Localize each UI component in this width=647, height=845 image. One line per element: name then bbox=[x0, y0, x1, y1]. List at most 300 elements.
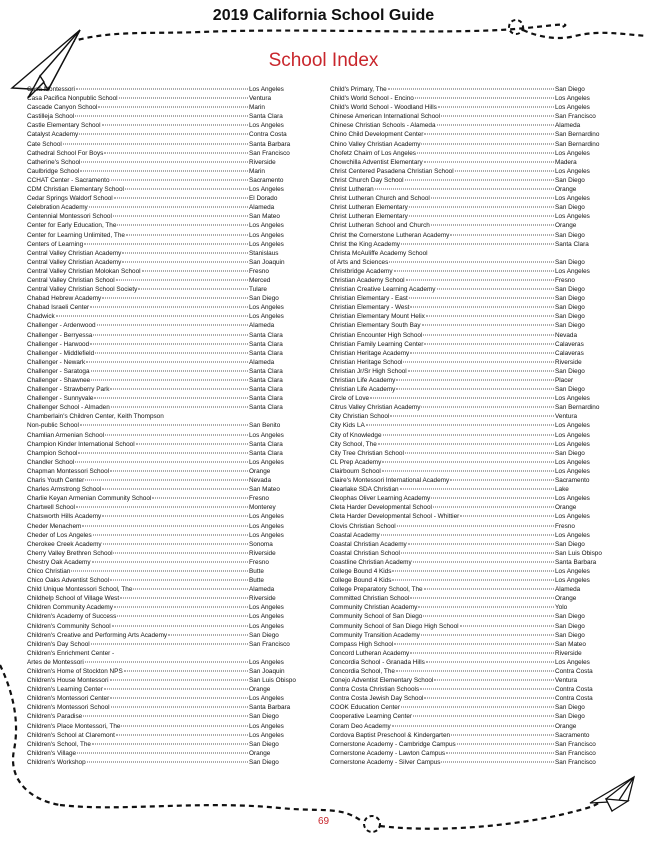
school-name: Chapman Montessori School bbox=[27, 467, 110, 475]
county-name: Los Angeles bbox=[555, 167, 590, 175]
county-name: Contra Costa bbox=[249, 131, 287, 139]
county-name: San Bernardino bbox=[555, 404, 600, 412]
dot-leader bbox=[394, 643, 554, 644]
dot-leader bbox=[413, 716, 554, 717]
school-name: Chamberlain's Children Center, Keith Thompson bbox=[27, 413, 164, 421]
index-entry bbox=[330, 103, 598, 112]
county-name: Santa Barbara bbox=[249, 140, 291, 148]
school-name: Casa Pacifica Nonpublic School bbox=[27, 95, 118, 103]
county-name: Los Angeles bbox=[555, 467, 590, 475]
school-name: College Bound 4 Kids bbox=[330, 577, 392, 585]
index-entry bbox=[330, 421, 598, 430]
school-name: Christian Heritage School bbox=[330, 358, 403, 366]
school-name: Childhelp School of Village West bbox=[27, 595, 120, 603]
dot-leader bbox=[431, 198, 554, 199]
dot-leader bbox=[93, 534, 248, 535]
county-name: San Diego bbox=[555, 367, 585, 375]
school-name: Coastline Christian Academy bbox=[330, 558, 412, 566]
dot-leader bbox=[113, 216, 248, 217]
county-name: Los Angeles bbox=[249, 431, 284, 439]
index-entry bbox=[330, 476, 598, 485]
school-name: Clovis Christian School bbox=[330, 522, 396, 530]
index-entry bbox=[27, 103, 292, 112]
county-name: San Francisco bbox=[555, 758, 596, 766]
dot-leader bbox=[410, 598, 554, 599]
county-name: Los Angeles bbox=[555, 104, 590, 112]
index-entry bbox=[27, 658, 292, 667]
dot-leader bbox=[76, 507, 248, 508]
dot-leader bbox=[94, 398, 248, 399]
index-entry bbox=[330, 94, 598, 103]
dot-leader bbox=[136, 443, 248, 444]
school-name: Christ Lutheran Elementary bbox=[330, 213, 408, 221]
index-entry bbox=[330, 194, 598, 203]
school-name: Children's School at Claremont bbox=[27, 731, 115, 739]
index-entry bbox=[330, 594, 598, 603]
school-name: City of Knowledge bbox=[330, 431, 382, 439]
school-name: Children's Day School bbox=[27, 640, 90, 648]
index-entry bbox=[27, 549, 292, 558]
county-name: San Diego bbox=[555, 204, 585, 212]
school-name: Children's House Montessori bbox=[27, 677, 109, 685]
school-name: Christian Elementary - East bbox=[330, 295, 408, 303]
index-entry bbox=[27, 485, 292, 494]
index-entry bbox=[27, 194, 292, 203]
dot-leader bbox=[455, 170, 554, 171]
dot-leader bbox=[366, 425, 554, 426]
county-name: Los Angeles bbox=[555, 567, 590, 575]
dot-leader bbox=[142, 270, 248, 271]
index-entry bbox=[330, 558, 598, 567]
county-name: San Benito bbox=[249, 422, 281, 430]
county-name: Alameda bbox=[555, 122, 581, 130]
school-name: Chowchilla Adventist Elementary bbox=[330, 158, 423, 166]
dot-leader bbox=[80, 425, 248, 426]
index-entry bbox=[27, 403, 292, 412]
dot-leader bbox=[382, 470, 554, 471]
index-entry bbox=[330, 685, 598, 694]
county-name: Los Angeles bbox=[249, 658, 284, 666]
index-entry bbox=[27, 203, 292, 212]
dot-leader bbox=[122, 252, 248, 253]
index-entry bbox=[27, 576, 292, 585]
county-name: Los Angeles bbox=[555, 458, 590, 466]
index-entry bbox=[330, 149, 598, 158]
dot-leader bbox=[409, 216, 554, 217]
county-name: Riverside bbox=[249, 595, 276, 603]
school-name: Christian Elementary Mount Helix bbox=[330, 313, 425, 321]
index-entry bbox=[27, 540, 292, 549]
index-entry bbox=[27, 321, 292, 330]
index-entry bbox=[27, 231, 292, 240]
section-title: School Index bbox=[268, 50, 379, 71]
dot-leader bbox=[410, 352, 554, 353]
index-entry bbox=[27, 221, 292, 230]
dot-leader bbox=[431, 498, 554, 499]
county-name: San Luis Obispo bbox=[555, 549, 602, 557]
school-name: Children's Academy of Success bbox=[27, 613, 117, 621]
school-name: Children's Home of Stockton NPS bbox=[27, 668, 123, 675]
index-entry bbox=[27, 158, 292, 167]
county-name: Contra Costa bbox=[555, 695, 593, 703]
school-name: Concordia School - Granada Hills bbox=[330, 658, 425, 666]
school-name: Cleta Harder Developmental School bbox=[330, 504, 432, 512]
dot-leader bbox=[86, 361, 248, 362]
school-name: Challenger - Saratoga bbox=[27, 367, 90, 375]
dot-leader bbox=[116, 279, 248, 280]
county-name: San Francisco bbox=[249, 149, 290, 157]
dot-leader bbox=[117, 616, 248, 617]
school-name: Challenger - Middlefield bbox=[27, 349, 95, 357]
county-name: San Bernardino bbox=[555, 131, 600, 139]
county-name: Los Angeles bbox=[555, 95, 590, 103]
school-name: Chadwick bbox=[27, 313, 55, 321]
county-name: San Diego bbox=[555, 540, 585, 548]
dot-leader bbox=[392, 570, 554, 571]
county-name: Fresno bbox=[249, 558, 269, 566]
school-name: Christa McAuliffe Academy School bbox=[330, 249, 428, 257]
index-entry bbox=[27, 631, 292, 640]
dot-leader bbox=[119, 98, 248, 99]
county-name: Los Angeles bbox=[249, 604, 284, 612]
school-name: Challenger - Strawberry Park bbox=[27, 386, 110, 394]
county-name: San Luis Obispo bbox=[249, 677, 296, 685]
school-name: Casa Montessori bbox=[27, 86, 75, 93]
index-entry bbox=[330, 585, 598, 594]
county-name: Fresno bbox=[249, 267, 269, 275]
dot-leader bbox=[441, 116, 554, 117]
county-name: Santa Clara bbox=[249, 331, 283, 339]
county-name: Riverside bbox=[555, 649, 582, 657]
index-entry bbox=[27, 412, 292, 421]
school-name: Concord Lutheran Academy bbox=[330, 649, 410, 657]
county-name: Butte bbox=[249, 577, 264, 585]
school-name: Christian Heritage Academy bbox=[330, 349, 410, 357]
county-name: San Diego bbox=[249, 740, 279, 748]
school-name: Central Valley Christian School Society bbox=[27, 286, 138, 294]
county-name: San Diego bbox=[249, 713, 279, 721]
index-entry bbox=[27, 522, 292, 531]
index-entry bbox=[27, 185, 292, 194]
dot-leader bbox=[76, 89, 248, 90]
dot-leader bbox=[397, 525, 554, 526]
index-entry bbox=[27, 558, 292, 567]
index-entry bbox=[330, 240, 598, 249]
school-name: Cheder of Los Angeles bbox=[27, 531, 92, 539]
index-entry bbox=[330, 349, 598, 358]
dot-leader bbox=[78, 452, 248, 453]
dot-leader bbox=[424, 343, 554, 344]
school-name: Central Valley Christian Academy bbox=[27, 249, 122, 257]
dot-leader bbox=[114, 198, 248, 199]
index-entry bbox=[330, 694, 598, 703]
dot-leader bbox=[431, 225, 554, 226]
county-name: Contra Costa bbox=[555, 668, 593, 675]
dot-leader bbox=[403, 361, 554, 362]
index-entry bbox=[27, 758, 292, 767]
dot-leader bbox=[168, 634, 248, 635]
index-entry bbox=[330, 749, 598, 758]
dot-leader bbox=[450, 234, 554, 235]
index-entry bbox=[330, 340, 598, 349]
school-name: Cascade Canyon School bbox=[27, 104, 98, 112]
dot-leader bbox=[152, 498, 248, 499]
school-name: Challenger School - Almaden bbox=[27, 404, 110, 412]
county-name: Los Angeles bbox=[249, 513, 284, 521]
county-name: Santa Clara bbox=[249, 440, 283, 448]
school-name: Challenger - Berryessa bbox=[27, 331, 93, 339]
county-name: Nevada bbox=[555, 331, 578, 339]
county-name: Alameda bbox=[249, 322, 275, 330]
dot-leader bbox=[71, 570, 248, 571]
index-entry bbox=[27, 285, 292, 294]
school-name: Children's Learning Center bbox=[27, 686, 103, 694]
school-name: Children's Community School bbox=[27, 622, 111, 630]
dot-leader bbox=[394, 270, 554, 271]
county-name: Los Angeles bbox=[555, 531, 590, 539]
index-entry bbox=[27, 149, 292, 158]
school-name: CDM Christian Elementary School bbox=[27, 186, 124, 194]
index-entry bbox=[330, 522, 598, 531]
school-name: Clairbourn School bbox=[330, 467, 381, 475]
dot-leader bbox=[110, 580, 248, 581]
school-name: Children's Creative and Performing Arts Academy bbox=[27, 631, 168, 639]
school-name: Challenger - Sunnyvale bbox=[27, 395, 94, 403]
county-name: Santa Clara bbox=[249, 113, 283, 121]
dot-leader bbox=[105, 434, 248, 435]
school-name: CL Prep Academy bbox=[330, 458, 382, 466]
dot-leader bbox=[114, 607, 248, 608]
school-name: Coastal Christian School bbox=[330, 549, 400, 557]
county-name: Ventura bbox=[555, 677, 578, 685]
county-name: Sacramento bbox=[249, 176, 284, 184]
county-name: San Francisco bbox=[555, 113, 596, 121]
school-name: Children Community Academy bbox=[27, 604, 113, 612]
dot-leader bbox=[396, 380, 554, 381]
school-name: Community Christian Academy bbox=[330, 604, 418, 612]
county-name: San Diego bbox=[555, 304, 585, 312]
index-entry bbox=[330, 431, 598, 440]
index-entry bbox=[330, 358, 598, 367]
dot-leader bbox=[437, 289, 555, 290]
school-name: Central Valley Christian Academy bbox=[27, 258, 122, 266]
index-entry bbox=[330, 176, 598, 185]
school-name: Christ Lutheran bbox=[330, 186, 374, 194]
index-entry bbox=[330, 512, 598, 521]
county-name: Los Angeles bbox=[249, 695, 284, 703]
county-name: San Joaquin bbox=[249, 258, 285, 266]
school-name: Challenger - Harwood bbox=[27, 340, 90, 348]
dot-leader bbox=[102, 298, 248, 299]
school-name: Children's Place Montessori, The bbox=[27, 722, 121, 730]
dot-leader bbox=[420, 689, 554, 690]
index-entry bbox=[330, 249, 598, 258]
school-name: Charis Youth Center bbox=[27, 477, 85, 485]
index-entry bbox=[330, 121, 598, 130]
school-name: Challenger - Newark bbox=[27, 358, 86, 366]
school-name: Christian Family Learning Center bbox=[330, 340, 424, 348]
dot-leader bbox=[408, 543, 554, 544]
index-entry bbox=[27, 121, 292, 130]
school-name: Central Valley Christian School bbox=[27, 276, 115, 284]
index-entry bbox=[27, 476, 292, 485]
dot-leader bbox=[125, 189, 248, 190]
county-name: Ventura bbox=[249, 95, 272, 103]
dot-leader bbox=[102, 489, 248, 490]
index-entry bbox=[27, 594, 292, 603]
school-name: Castle Elementary School bbox=[27, 122, 101, 130]
dot-leader bbox=[102, 516, 248, 517]
index-entry bbox=[330, 312, 598, 321]
county-name: Placer bbox=[555, 377, 574, 384]
county-name: Orange bbox=[249, 749, 271, 757]
county-name: Los Angeles bbox=[249, 240, 284, 248]
county-name: Marin bbox=[249, 167, 265, 175]
index-entry bbox=[330, 212, 598, 221]
index-entry bbox=[27, 667, 292, 676]
dot-leader bbox=[92, 561, 248, 562]
index-entry bbox=[27, 440, 292, 449]
index-entry bbox=[330, 412, 598, 421]
dot-leader bbox=[92, 743, 248, 744]
county-name: San Diego bbox=[555, 258, 585, 266]
index-entry bbox=[330, 158, 598, 167]
dot-leader bbox=[111, 407, 248, 408]
dot-leader bbox=[401, 707, 554, 708]
school-name: Chamlian Armenian School bbox=[27, 431, 105, 439]
dot-leader bbox=[110, 680, 249, 681]
index-entry bbox=[27, 731, 292, 740]
page-header-title: 2019 California School Guide bbox=[212, 7, 435, 24]
dot-leader bbox=[421, 407, 554, 408]
dot-leader bbox=[389, 261, 554, 262]
index-entry bbox=[330, 167, 598, 176]
county-name: Orange bbox=[555, 504, 577, 512]
dot-leader bbox=[424, 589, 554, 590]
dot-leader bbox=[401, 552, 554, 553]
index-entry bbox=[330, 549, 602, 558]
index-entry bbox=[330, 603, 598, 612]
county-name: Santa Clara bbox=[249, 349, 283, 357]
index-entry bbox=[27, 421, 292, 430]
county-name: San Diego bbox=[555, 449, 585, 457]
school-name: Cate School bbox=[27, 140, 62, 148]
dot-leader bbox=[126, 234, 248, 235]
county-name: Alameda bbox=[249, 204, 275, 212]
county-name: Los Angeles bbox=[555, 658, 590, 666]
dot-leader bbox=[409, 298, 554, 299]
school-name: Champion School bbox=[27, 449, 78, 457]
school-name: City School, The bbox=[330, 440, 377, 448]
index-entry bbox=[330, 331, 598, 340]
dot-leader bbox=[85, 480, 248, 481]
dot-leader bbox=[116, 734, 248, 735]
index-entry bbox=[27, 112, 292, 121]
dot-leader bbox=[85, 661, 248, 662]
school-name: Chandler School bbox=[27, 458, 75, 466]
school-name: Conejo Adventist Elementary School bbox=[330, 677, 434, 685]
county-name: Fresno bbox=[555, 522, 575, 530]
county-name: San Diego bbox=[555, 286, 585, 294]
school-name: Cornerstone Academy - Lawton Campus bbox=[330, 749, 446, 757]
school-name: Christian Creative Learning Academy bbox=[330, 286, 436, 294]
index-entry bbox=[27, 749, 292, 758]
county-name: Sacramento bbox=[555, 731, 590, 739]
school-name: Chabad Hebrew Academy bbox=[27, 295, 102, 303]
county-name: Fresno bbox=[555, 276, 575, 284]
school-name: Community Transition Academy bbox=[330, 631, 420, 639]
school-name: Centennial Montessori School bbox=[27, 213, 112, 221]
school-name: Chino Child Development Center bbox=[330, 131, 424, 139]
county-name: Butte bbox=[249, 567, 264, 575]
dot-leader bbox=[77, 752, 248, 753]
county-name: Los Angeles bbox=[555, 577, 590, 585]
county-name: Los Angeles bbox=[555, 422, 590, 430]
index-entry bbox=[330, 85, 598, 94]
county-name: Alameda bbox=[555, 586, 581, 594]
county-name: San Diego bbox=[555, 313, 585, 321]
index-entry bbox=[27, 512, 292, 521]
index-entry bbox=[27, 431, 292, 440]
county-name: Santa Clara bbox=[249, 340, 283, 348]
school-name: Christ the King Academy bbox=[330, 240, 400, 248]
index-entry bbox=[27, 603, 292, 612]
school-name: CCHAT Center - Sacramento bbox=[27, 176, 110, 184]
dot-leader bbox=[122, 261, 248, 262]
school-name: Contra Costa Jewish Day School bbox=[330, 695, 424, 703]
school-name: Caulbridge School bbox=[27, 167, 80, 175]
school-name: Castilleja School bbox=[27, 113, 75, 121]
county-name: Contra Costa bbox=[555, 686, 593, 694]
dot-leader bbox=[406, 279, 554, 280]
county-name: Los Angeles bbox=[249, 313, 284, 321]
county-name: San Bernardino bbox=[555, 140, 600, 148]
index-entry bbox=[330, 540, 598, 549]
county-name: Santa Clara bbox=[249, 449, 283, 457]
county-name: Yolo bbox=[555, 604, 568, 612]
county-name: Orange bbox=[555, 595, 577, 603]
index-entry bbox=[330, 576, 598, 585]
school-name: Christian Elementary South Bay bbox=[330, 322, 421, 330]
county-name: Los Angeles bbox=[555, 440, 590, 448]
school-name: Chinese American International School bbox=[330, 113, 441, 121]
dot-leader bbox=[405, 179, 554, 180]
school-name: Chico Oaks Adventist School bbox=[27, 577, 110, 585]
index-entry bbox=[27, 703, 292, 712]
dot-leader bbox=[120, 598, 248, 599]
county-name: Orange bbox=[555, 722, 577, 730]
county-name: Riverside bbox=[249, 158, 276, 166]
dot-leader bbox=[423, 616, 554, 617]
school-name: City Christian School bbox=[330, 413, 390, 421]
index-entry bbox=[27, 294, 292, 303]
dot-leader bbox=[421, 634, 554, 635]
index-entry bbox=[27, 212, 292, 221]
school-name: Cornerstone Academy - Cambridge Campus bbox=[330, 740, 456, 748]
index-entry bbox=[330, 303, 598, 312]
school-name: College Preparatory School, The bbox=[330, 586, 423, 594]
school-name: Christ Lutheran School and Church bbox=[330, 222, 430, 230]
county-name: Santa Barbara bbox=[249, 704, 291, 712]
index-entry bbox=[330, 385, 598, 394]
dot-leader bbox=[117, 225, 248, 226]
school-name: Christ the Cornerstone Lutheran Academy bbox=[330, 231, 450, 239]
school-name: Child's Primary, The bbox=[330, 86, 387, 93]
school-name: Christian Academy School bbox=[330, 276, 405, 284]
dot-leader bbox=[97, 325, 248, 326]
school-name: Coastal Christian Academy bbox=[330, 540, 407, 548]
index-entry bbox=[330, 449, 598, 458]
